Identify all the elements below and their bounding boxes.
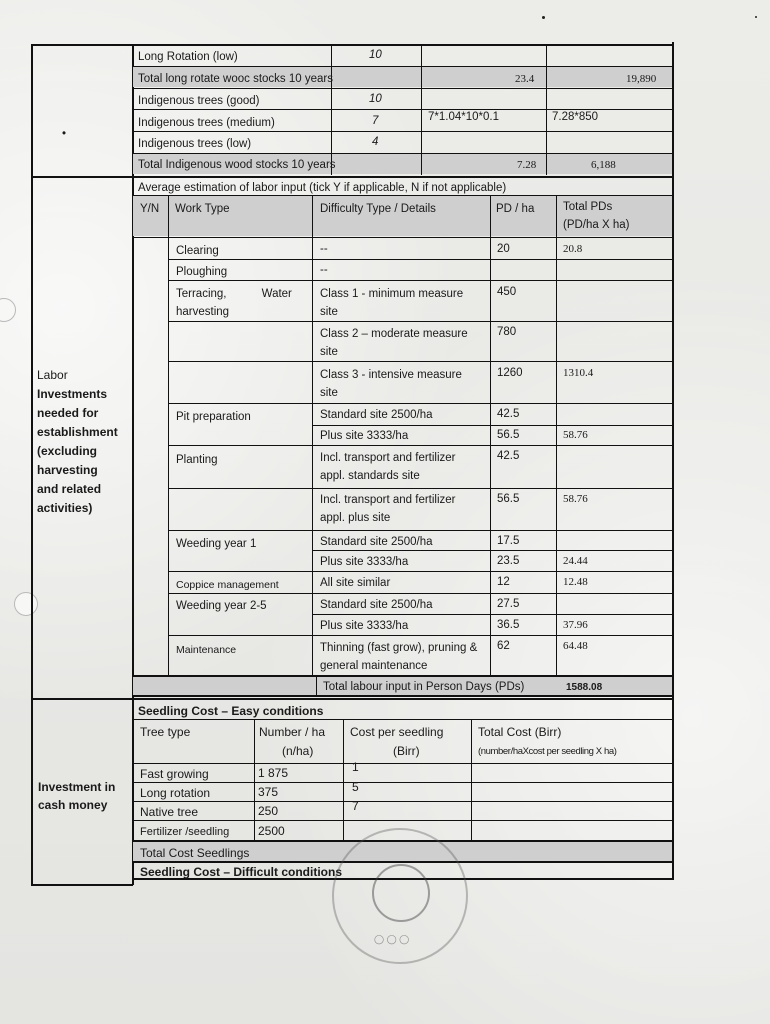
header-total-cost: Total Cost (Birr) <box>478 725 562 739</box>
header-cost-unit: (Birr) <box>393 744 420 758</box>
work-detail: Standard site 2500/ha <box>320 599 433 611</box>
wood-row-calc: 23.4 <box>515 73 535 85</box>
tree-type: Native tree <box>140 805 199 819</box>
row-line <box>168 361 672 362</box>
col-line <box>471 720 472 840</box>
scan-speck <box>542 16 545 19</box>
tree-type: Fast growing <box>140 767 209 781</box>
col-line <box>331 45 332 175</box>
col-line <box>316 676 317 696</box>
total-pd: 64.48 <box>563 640 588 652</box>
total-pd: 58.76 <box>563 429 588 441</box>
row-line <box>168 530 672 531</box>
pd-ha: 12 <box>497 576 510 588</box>
work-type: Weeding year 1 <box>176 538 257 550</box>
wood-row-label: Long Rotation (low) <box>138 51 238 63</box>
work-detail: -- <box>320 243 328 255</box>
scan-speck <box>755 16 757 18</box>
pd-ha: 42.5 <box>497 408 520 420</box>
row-line <box>168 321 672 322</box>
row-line <box>168 593 672 594</box>
number-ha: 250 <box>258 804 279 818</box>
number-ha: 375 <box>258 785 279 799</box>
table-border-left <box>31 45 33 885</box>
easy-conditions-title: Seedling Cost – Easy conditions <box>138 704 324 718</box>
row-line <box>312 550 672 551</box>
total-cost-seedlings-label: Total Cost Seedlings <box>140 846 250 860</box>
col-line <box>546 45 547 175</box>
pd-ha: 62 <box>497 640 510 652</box>
header-number-unit: (n/ha) <box>282 744 314 758</box>
col-line <box>312 196 313 676</box>
total-pd: 24.44 <box>563 555 588 567</box>
wood-row-calc: 7*1.04*10*0.1 <box>428 111 499 123</box>
wood-row-label: Indigenous trees (medium) <box>138 117 275 129</box>
work-detail: Class 3 - intensive measure <box>320 369 462 381</box>
wood-row-value: 10 <box>369 49 382 61</box>
header-number-ha: Number / ha <box>259 725 326 739</box>
labor-section-title: Average estimation of labor input (tick Y if applicable, N if not applicable) <box>138 182 507 194</box>
punch-hole-top <box>0 298 16 322</box>
labor-total-label: Total labour input in Person Days (PDs) <box>323 681 525 693</box>
official-seal-stamp <box>332 828 468 964</box>
work-detail: -- <box>320 264 328 276</box>
total-pd: 37.96 <box>563 619 588 631</box>
col-line <box>168 196 169 676</box>
row-line <box>133 820 672 821</box>
work-detail: Incl. transport and fertilizer <box>320 452 456 464</box>
row-line <box>133 237 672 238</box>
tree-type: Fertilizer /seedling <box>140 826 230 838</box>
row-line <box>168 280 672 281</box>
row-line <box>133 153 672 154</box>
work-detail: site <box>320 346 338 358</box>
row-line <box>133 719 672 720</box>
row-line <box>168 445 672 446</box>
row-line <box>133 109 672 110</box>
header-total-formula: (number/haXcost per seedling X ha) <box>478 746 617 757</box>
pd-ha: 56.5 <box>497 493 520 505</box>
number-ha: 1 875 <box>258 766 289 780</box>
seal-lettering: ◯ ◯ ◯ <box>374 934 410 944</box>
tree-type: Long rotation <box>140 786 211 800</box>
wood-row-label: Total Indigenous wood stocks 10 years <box>138 159 336 171</box>
work-type: Ploughing <box>176 266 228 278</box>
header-pd-ha: PD / ha <box>496 203 535 215</box>
work-type: harvesting <box>176 306 230 318</box>
col-line <box>343 720 344 840</box>
wood-row-calc: 7.28 <box>517 159 537 171</box>
section-divider <box>31 176 673 178</box>
work-detail: Plus site 3333/ha <box>320 430 409 442</box>
row-line <box>133 782 672 783</box>
wood-row-calc: 7.28*850 <box>552 111 599 123</box>
labor-total-value: 1588.08 <box>566 682 603 693</box>
header-work-type: Work Type <box>175 203 230 215</box>
work-detail: general maintenance <box>320 660 428 672</box>
work-detail: site <box>320 306 338 318</box>
work-detail: All site similar <box>320 577 391 589</box>
work-detail: Plus site 3333/ha <box>320 556 409 568</box>
col-line <box>421 45 422 175</box>
work-detail: Plus site 3333/ha <box>320 620 409 632</box>
pd-ha: 17.5 <box>497 535 520 547</box>
pd-ha: 780 <box>497 326 517 338</box>
work-detail: appl. standards site <box>320 470 420 482</box>
work-type: Terracing, Water <box>176 288 292 300</box>
header-total-pds: Total PDs <box>563 201 613 213</box>
cost-per-seedling: 5 <box>352 780 359 794</box>
pd-ha: 42.5 <box>497 450 520 462</box>
table-border-bottom <box>31 884 133 886</box>
pd-ha: 56.5 <box>497 429 520 441</box>
cash-left-label: Investment in cash money <box>38 780 116 812</box>
pd-ha: 20 <box>497 243 510 255</box>
difficult-conditions-title: Seedling Cost – Difficult conditions <box>140 865 343 879</box>
col-line <box>556 196 557 696</box>
header-cost-seedling: Cost per seedling <box>350 725 444 739</box>
cost-per-seedling: 1 <box>352 760 359 774</box>
work-type: Pit preparation <box>176 411 251 423</box>
cost-per-seedling: 7 <box>352 799 359 813</box>
pd-ha: 36.5 <box>497 619 520 631</box>
col-line <box>254 720 255 840</box>
work-type: Maintenance <box>176 644 237 656</box>
work-detail: appl. plus site <box>320 512 391 524</box>
table-border-top <box>31 44 673 46</box>
total-pd: 12.48 <box>563 576 588 588</box>
pd-ha: 27.5 <box>497 598 520 610</box>
col-line <box>490 196 491 676</box>
number-ha: 2500 <box>258 824 285 838</box>
row-line <box>133 763 672 764</box>
row-line <box>133 695 673 697</box>
work-type: Coppice management <box>176 579 279 591</box>
work-type: Planting <box>176 454 218 466</box>
work-detail: Class 1 - minimum measure <box>320 288 464 300</box>
section-divider <box>31 698 673 700</box>
row-line <box>133 88 672 89</box>
pd-ha: 450 <box>497 286 517 298</box>
wood-row-calc: 19,890 <box>626 73 657 85</box>
wood-row-calc: 6,188 <box>591 159 616 171</box>
wood-row-label: Total long rotate wooc stocks 10 years <box>138 73 333 85</box>
work-detail: site <box>320 387 338 399</box>
header-yn: Y/N <box>140 203 160 215</box>
total-pd: 58.76 <box>563 493 588 505</box>
work-detail: Standard site 2500/ha <box>320 536 433 548</box>
header-tree-type: Tree type <box>140 725 191 739</box>
work-type: Weeding year 2-5 <box>176 600 267 612</box>
row-line <box>168 488 672 489</box>
row-line <box>168 259 672 260</box>
bullet-mark: • <box>62 128 67 140</box>
wood-row-value: 7 <box>372 115 379 127</box>
pd-ha: 23.5 <box>497 555 520 567</box>
row-line <box>312 425 672 426</box>
row-line <box>133 195 672 196</box>
labor-left-label: Labor Investments needed for establishment (excluding harvesting and related activities) <box>37 368 118 515</box>
wood-row-label: Indigenous trees (low) <box>138 138 252 150</box>
total-pd: 1310.4 <box>563 367 594 379</box>
pd-ha: 1260 <box>497 367 523 379</box>
work-type: Clearing <box>176 245 219 257</box>
row-line <box>133 66 672 67</box>
row-line <box>312 614 672 615</box>
row-line <box>133 131 672 132</box>
row-line <box>168 403 672 404</box>
row-line <box>133 801 672 802</box>
header-total-pds-formula: (PD/ha X ha) <box>563 219 630 231</box>
work-detail: Class 2 – moderate measure <box>320 328 468 340</box>
seal-emblem <box>372 864 430 922</box>
header-difficulty: Difficulty Type / Details <box>320 203 436 215</box>
row-line <box>168 635 672 636</box>
wood-row-value: 10 <box>369 93 382 105</box>
work-detail: Thinning (fast grow), pruning & <box>320 642 478 654</box>
table-border-right <box>672 42 674 880</box>
wood-row-value: 4 <box>372 136 379 148</box>
work-detail: Incl. transport and fertilizer <box>320 494 456 506</box>
row-line <box>168 571 672 572</box>
punch-hole-bottom <box>14 592 38 616</box>
wood-row-label: Indigenous trees (good) <box>138 95 260 107</box>
total-pd: 20.8 <box>563 243 583 255</box>
work-detail: Standard site 2500/ha <box>320 409 433 421</box>
